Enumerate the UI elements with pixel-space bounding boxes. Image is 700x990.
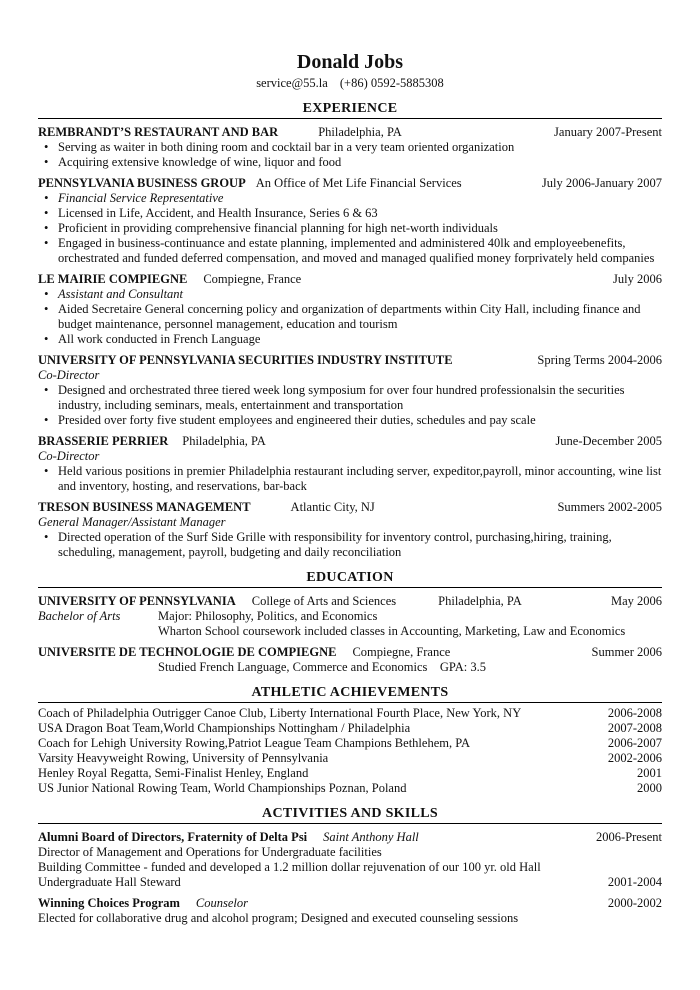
bullet-item: • Licensed in Life, Accident, and Health Insurance, Series 6 & 63	[58, 206, 662, 221]
phone-number: (+86) 0592-5885308	[339, 76, 444, 90]
school-location: Compiegne, France	[352, 645, 451, 659]
achievement-date: 2002-2006	[607, 751, 662, 765]
candidate-name: Donald Jobs	[296, 51, 404, 73]
activity-entry	[38, 830, 662, 890]
bullet-item: • Directed operation of the Surf Side Grille with responsibility for inventory control, purchasing,hiring, training, scheduling, management, payroll, budgeting and daily reconciliation	[58, 530, 662, 560]
section-title-athletic: ATHLETIC ACHIEVEMENTS	[251, 685, 449, 700]
section-divider	[38, 118, 662, 119]
achievement-text: US Junior National Rowing Team, World Championships Poznan, Poland	[38, 781, 407, 795]
school-name: UNIVERSITY OF PENNSYLVANIA	[38, 594, 236, 608]
graduation-date: May 2006	[610, 594, 662, 608]
job-title: • Financial Service Representative	[58, 191, 662, 206]
education-section	[38, 570, 662, 675]
education-detail: Studied French Language, Commerce and Economics GPA: 3.5	[158, 660, 486, 674]
contact-line	[38, 76, 662, 91]
activity-title: Alumni Board of Directors, Fraternity of Delta Psi	[38, 830, 308, 844]
job-title: Co-Director	[38, 449, 100, 463]
email-address: service@55.la	[256, 76, 328, 90]
achievement-row	[38, 766, 662, 781]
achievement-date: 2006-2007	[607, 736, 662, 750]
employer-name: TRESON BUSINESS MANAGEMENT	[38, 500, 251, 514]
school-name: UNIVERSITE DE TECHNOLOGIE DE COMPIEGNE	[38, 645, 337, 659]
achievement-text: Coach for Lehigh University Rowing,Patriot League Team Champions Bethlehem, PA	[38, 736, 471, 750]
achievement-date: 2001	[637, 766, 662, 780]
experience-entry	[38, 353, 662, 428]
activity-subtitle: Counselor	[195, 896, 249, 910]
activity-entry	[38, 896, 662, 926]
education-detail: Major: Philosophy, Politics, and Economics	[158, 609, 378, 623]
employment-dates: June-December 2005	[555, 434, 662, 448]
employment-dates: Summers 2002-2005	[557, 500, 662, 514]
education-detail: Wharton School coursework included classes in Accounting, Marketing, Law and Economics	[158, 624, 626, 638]
achievement-date: 2007-2008	[607, 721, 662, 735]
section-divider	[38, 823, 662, 824]
bullet-item: • All work conducted in French Language	[58, 332, 662, 347]
employment-dates: July 2006	[613, 272, 662, 286]
activity-title: Winning Choices Program	[38, 896, 180, 910]
employer-name: PENNSYLVANIA BUSINESS GROUP	[38, 176, 246, 190]
employer-location: Compiegne, France	[203, 272, 302, 286]
college-name: College of Arts and Sciences	[251, 594, 397, 608]
activity-text: Director of Management and Operations for Undergraduate facilities	[38, 845, 382, 859]
job-title: General Manager/Assistant Manager	[38, 515, 226, 529]
achievement-text: Varsity Heavyweight Rowing, University of Pennsylvania	[38, 751, 329, 765]
bullet-list	[38, 191, 662, 266]
achievement-row	[38, 751, 662, 766]
degree-name	[38, 660, 158, 675]
achievement-text: Coach of Philadelphia Outrigger Canoe Club, Liberty International Fourth Place, New York, NY	[38, 706, 522, 720]
activity-date: 2006-Present	[596, 830, 662, 844]
study-date: Summer 2006	[591, 645, 662, 659]
job-title: Co-Director	[38, 368, 100, 382]
experience-entry	[38, 500, 662, 560]
activity-text: Undergraduate Hall Steward	[38, 875, 181, 889]
section-title-activities: ACTIVITIES AND SKILLS	[262, 806, 438, 821]
bullet-list	[38, 140, 662, 170]
activity-line	[38, 911, 662, 926]
employer-name: LE MAIRIE COMPIEGNE	[38, 272, 188, 286]
bullet-list	[38, 530, 662, 560]
athletic-section	[38, 685, 662, 796]
bullet-item: • Engaged in business-continuance and estate planning, implemented and administered 40lk and employeebenefits, orchestrated and funded deferred compensation, and moved and managed qualified money forprivately held companies	[58, 236, 662, 266]
employment-dates: January 2007-Present	[554, 125, 662, 139]
activity-subtitle: Saint Anthony Hall	[323, 830, 419, 844]
activity-line	[38, 860, 662, 875]
activity-text: Building Committee - funded and developed a 1.2 million dollar rejuvenation of our 100 yr. old Hall	[38, 860, 541, 874]
section-divider	[38, 587, 662, 588]
bullet-item: • Acquiring extensive knowledge of wine, liquor and food	[58, 155, 662, 170]
bullet-list	[38, 464, 662, 494]
activity-text: Elected for collaborative drug and alcohol program; Designed and executed counseling sessions	[38, 911, 519, 925]
achievement-text: USA Dragon Boat Team,World Championships Nottingham / Philadelphia	[38, 721, 411, 735]
activity-date: 2001-2004	[607, 875, 662, 889]
activity-line	[38, 875, 662, 890]
employer-name: REMBRANDT’S RESTAURANT AND BAR	[38, 125, 279, 139]
employer-location: Atlantic City, NJ	[290, 500, 375, 514]
bullet-list	[38, 383, 662, 428]
experience-entry	[38, 434, 662, 494]
achievement-text: Henley Royal Regatta, Semi-Finalist Henley, England	[38, 766, 309, 780]
achievement-row	[38, 736, 662, 751]
section-title-experience: EXPERIENCE	[302, 101, 398, 116]
experience-entry	[38, 125, 662, 170]
employer-description: An Office of Met Life Financial Services	[255, 176, 462, 190]
activity-date: 2000-2002	[607, 896, 662, 910]
achievement-row	[38, 781, 662, 796]
employer-name: UNIVERSITY OF PENNSYLVANIA SECURITIES INDUSTRY INSTITUTE	[38, 353, 453, 367]
education-entry	[38, 594, 662, 639]
activity-line	[38, 845, 662, 860]
employment-dates: Spring Terms 2004-2006	[537, 353, 662, 367]
section-divider	[38, 702, 662, 703]
activities-section	[38, 806, 662, 926]
employer-name: BRASSERIE PERRIER	[38, 434, 169, 448]
employment-dates: July 2006-January 2007	[541, 176, 662, 190]
education-entry	[38, 645, 662, 675]
section-title-education: EDUCATION	[306, 570, 394, 585]
bullet-list	[38, 287, 662, 347]
experience-entry	[38, 176, 662, 266]
degree-name: Bachelor of Arts	[38, 609, 121, 623]
bullet-item: • Designed and orchestrated three tiered week long symposium for over four hundred professionalsin the securities industry, including seminars, meals, entertainment and transportation	[58, 383, 662, 413]
bullet-item: • Presided over forty five student employees and engineered their duties, schedules and pay scale	[58, 413, 662, 428]
achievement-date: 2006-2008	[607, 706, 662, 720]
resume-page	[38, 50, 662, 926]
employer-location: Philadelphia, PA	[318, 125, 402, 139]
achievement-date: 2000	[637, 781, 662, 795]
school-location: Philadelphia, PA	[438, 594, 522, 608]
achievement-row	[38, 706, 662, 721]
achievement-row	[38, 721, 662, 736]
bullet-item: • Held various positions in premier Philadelphia restaurant including server, expeditor,payroll, minor accounting, wine list and inventory, hosting, and reservations, bar-back	[58, 464, 662, 494]
job-title: • Assistant and Consultant	[58, 287, 662, 302]
experience-entry	[38, 272, 662, 347]
experience-section	[38, 101, 662, 560]
employer-location: Philadelphia, PA	[182, 434, 266, 448]
bullet-item: • Serving as waiter in both dining room and cocktail bar in a very team oriented organization	[58, 140, 662, 155]
bullet-item: • Proficient in providing comprehensive financial planning for high net-worth individuals	[58, 221, 662, 236]
bullet-item: • Aided Secretaire General concerning policy and organization of departments within City Hall, including finance and budget maintenance, personnel management, education and tourism	[58, 302, 662, 332]
